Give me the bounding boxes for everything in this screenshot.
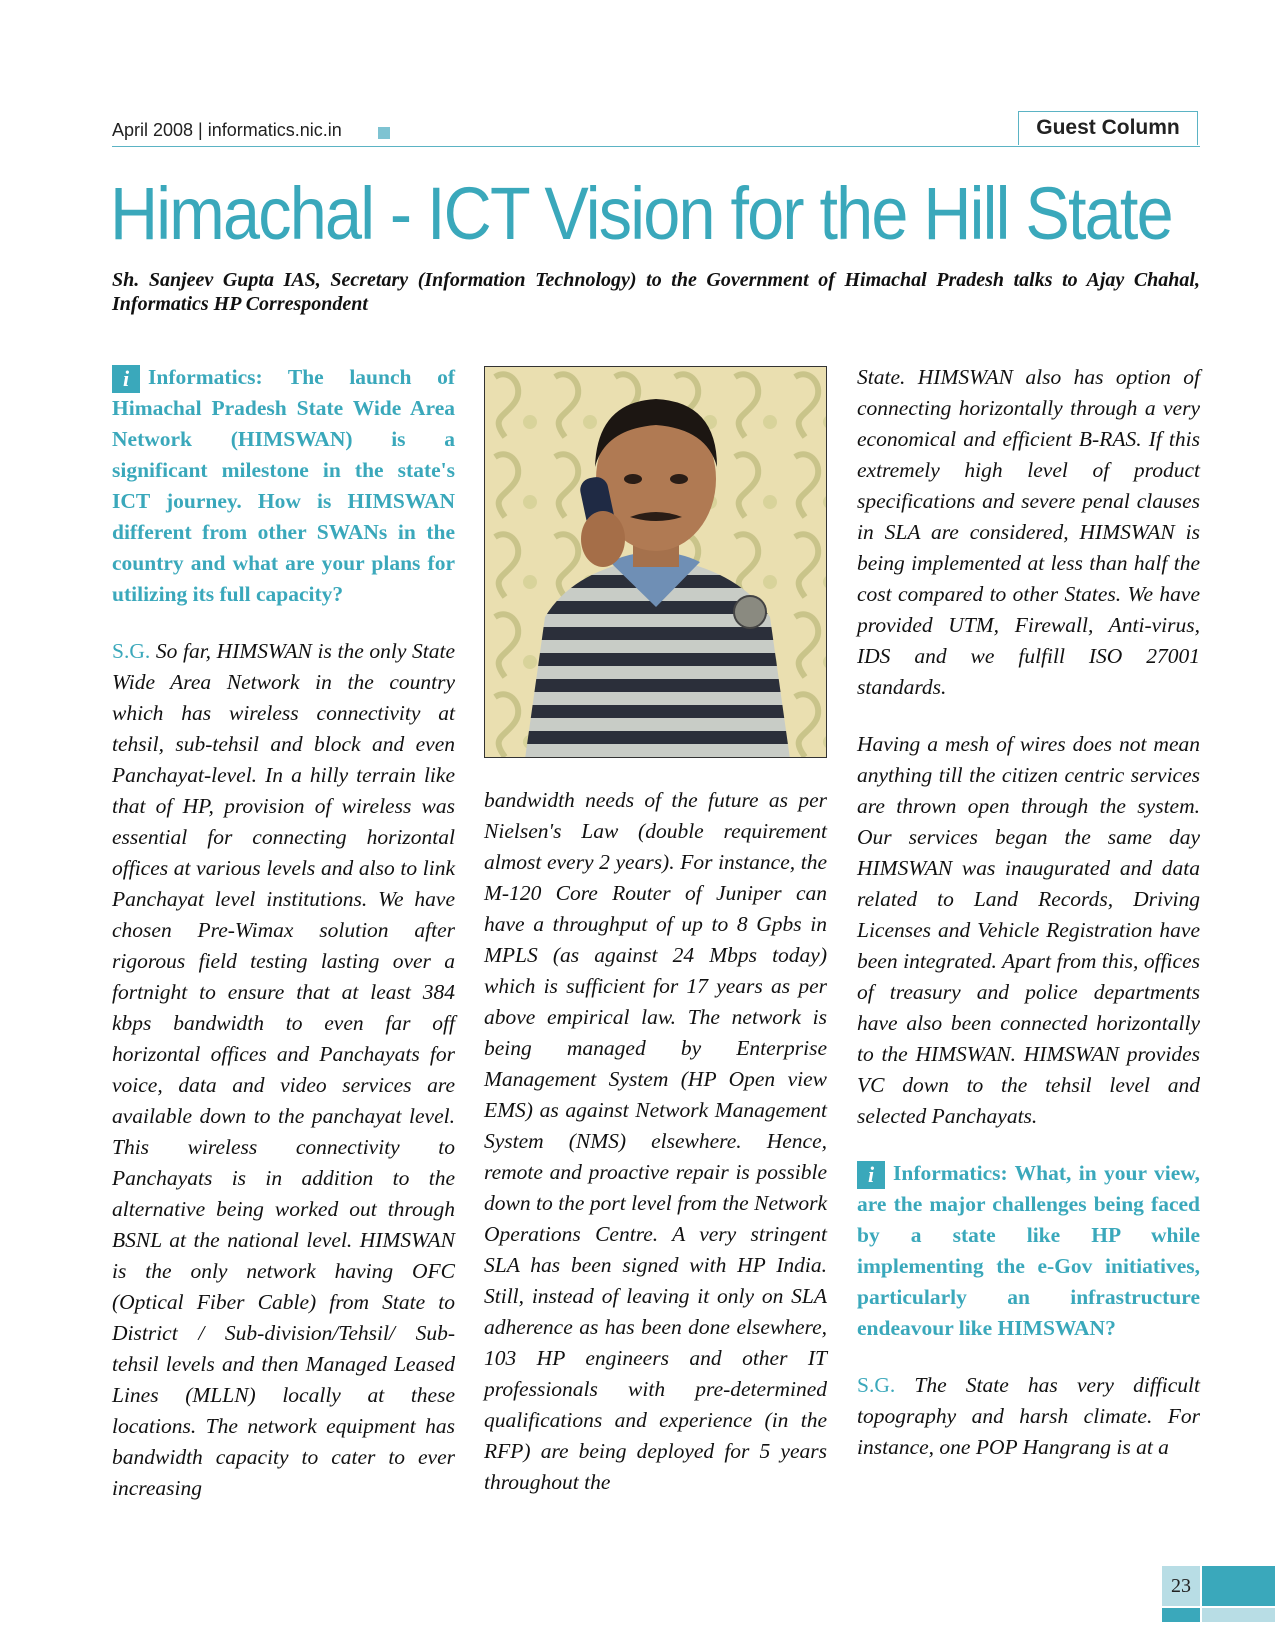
question-2-text: Informatics: What, in your view, are the major challenges being faced by a state like HP while implementing the e-Gov initiatives, particularly an infrastructure endeavour like HIMSWAN?	[857, 1161, 1200, 1340]
info-icon: i	[112, 365, 140, 393]
column-2	[484, 785, 827, 1498]
column-1	[112, 362, 455, 1504]
footer-bar	[1162, 1608, 1200, 1622]
article-title: Himachal - ICT Vision for the Hill State	[110, 172, 1172, 255]
answer-1-part-1	[112, 636, 455, 1504]
question-1-text: Informatics: The launch of Himachal Pradesh State Wide Area Network (HIMSWAN) is a significant milestone in the state's ICT journey. How is HIMSWAN different from other SWANs in the country and what are your plans for utilizing its full capacity?	[112, 365, 455, 606]
answer-1-part-4: Having a mesh of wires does not mean anything till the citizen centric services are thrown open through the system. Our services began the same day HIMSWAN was inaugurated and data related to Land Records, Driving Licenses and Vehicle Registration have been integrated. Apart from this, offices of treasury and police departments have also been connected horizontally to the HIMSWAN. HIMSWAN provides VC down to the tehsil level and selected Panchayats.	[857, 732, 1200, 1128]
section-label: Guest Column	[1018, 111, 1198, 145]
speaker-label: S.G.	[857, 1373, 896, 1397]
footer-bar	[1202, 1608, 1275, 1622]
answer-1-part-2: bandwidth needs of the future as per Nielsen's Law (double requirement almost every 2 years). For instance, the M-120 Core Router of Juniper can have a throughput of up to 8 Gpbs in MPLS (as against 24 Mbps today) which is sufficient for 17 years as per above empirical law. The network is being managed by Enterprise Management System (HP Open view EMS) as against Network Management System (NMS) elsewhere. Hence, remote and proactive repair is possible down to the port level from the Network Operations Centre. A very stringent SLA has been signed with HP India. Still, instead of leaving it only on SLA adherence as has been done elsewhere, 103 HP engineers and other IT professionals with pre-determined qualifications and experience (in the RFP) are being deployed for 5 years throughout the	[484, 788, 827, 1494]
answer-2-text: The State has very difficult topography and harsh climate. For instance, one POP Hangrang is at a	[857, 1373, 1200, 1459]
answer-1-text-col1: So far, HIMSWAN is the only State Wide Area Network in the country which has wireless connectivity at tehsil, sub-tehsil and block and even Panchayat-level. In a hilly terrain like that of HP, provision of wireless was essential for connecting horizontal offices at various levels and also to link Panchayat level institutions. We have chosen Pre-Wimax solution after rigorous field testing lasting over a fortnight to ensure that at least 384 kbps bandwidth to even far off horizontal offices and Panchayats for voice, data and video services are available down to the panchayat level. This wireless connectivity to Panchayats is in addition to the alternative being worked out through BSNL at the national level. HIMSWAN is the only network having OFC (Optical Fiber Cable) from State to District / Sub-division/Tehsil/ Sub-tehsil levels and then Managed Leased Lines (MLLN) locally at these locations. The network equipment has bandwidth capacity to cater to ever increasing	[112, 639, 455, 1500]
question-2	[857, 1158, 1200, 1344]
question-1	[112, 362, 455, 610]
issue-line: April 2008 | informatics.nic.in	[112, 120, 342, 140]
header-divider	[112, 146, 1200, 147]
column-3	[857, 362, 1200, 1463]
info-icon: i	[857, 1161, 885, 1189]
footer-bar	[1202, 1566, 1275, 1606]
page-number: 23	[1162, 1566, 1200, 1606]
answer-2	[857, 1370, 1200, 1463]
article-subtitle: Sh. Sanjeev Gupta IAS, Secretary (Information Technology) to the Government of Himachal Pradesh talks to Ajay Chahal, Informatics HP Correspondent	[112, 269, 1200, 315]
answer-1-part-3: State. HIMSWAN also has option of connecting horizontally through a very economical and efficient B-RAS. If this extremely high level of product specifications and severe penal clauses in SLA are considered, HIMSWAN is being implemented at less than half the cost compared to other States. We have provided UTM, Firewall, Anti-virus, IDS and we fulfill ISO 27001 standards.	[857, 365, 1200, 699]
speaker-label: S.G.	[112, 639, 151, 663]
header-square-icon	[378, 127, 390, 139]
portrait-photo	[484, 366, 827, 758]
